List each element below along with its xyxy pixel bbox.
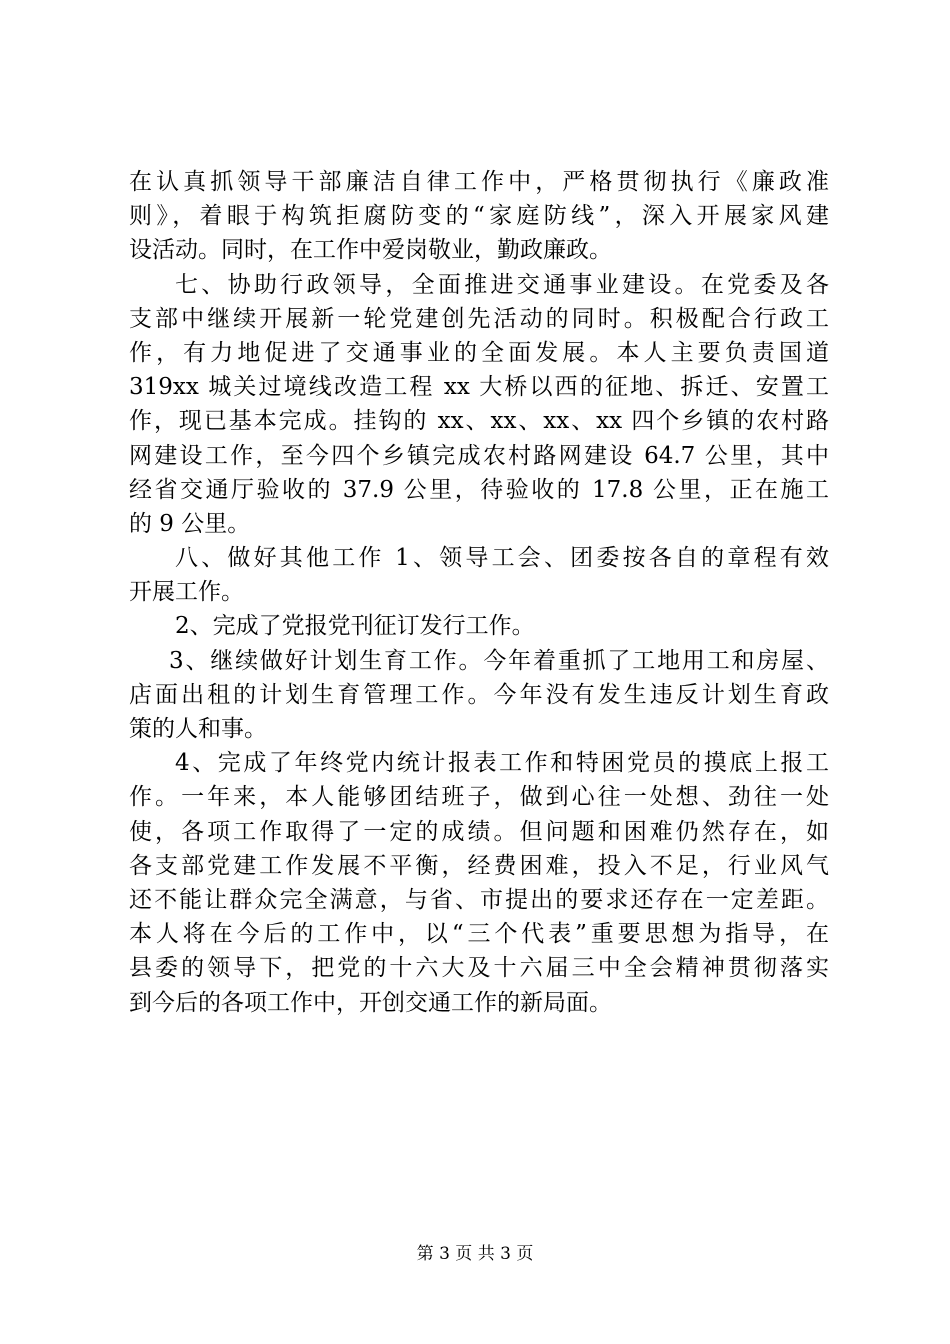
text-line: 还不能让群众完全满意，与省、市提出的要求还存在一定差距。 [129, 886, 829, 913]
paragraph-start-line: 2、完成了党报党刊征订发行工作。 [175, 613, 535, 640]
text-line: 支部中继续开展新一轮党建创先活动的同时。积极配合行政工 [129, 305, 829, 332]
page-number-footer: 第 3 页 共 3 页 [416, 1244, 534, 1264]
text-line: 则》，着眼于构筑拒腐防变的“家庭防线”，深入开展家风建 [129, 203, 829, 230]
paragraph-start-line: 八、做好其他工作 1、领导工会、团委按各自的章程有效 [175, 545, 829, 572]
paragraph-start-line: 七、协助行政领导，全面推进交通事业建设。在党委及各 [175, 271, 829, 298]
text-line: 作。一年来，本人能够团结班子，做到心往一处想、劲往一处 [129, 784, 829, 811]
text-line: 到今后的各项工作中，开创交通工作的新局面。 [129, 989, 612, 1016]
text-line: 作，现已基本完成。挂钩的 xx、xx、xx、xx 四个乡镇的农村路 [129, 408, 829, 435]
text-line: 319xx 城关过境线改造工程 xx 大桥以西的征地、拆迁、安置工 [129, 374, 829, 401]
document-body [129, 165, 829, 1020]
text-line: 县委的领导下，把党的十六大及十六届三中全会精神贯彻落实 [129, 955, 829, 982]
text-line: 开展工作。 [129, 579, 244, 606]
text-line: 店面出租的计划生育管理工作。今年没有发生违反计划生育政 [129, 681, 829, 708]
text-line: 策的人和事。 [129, 716, 267, 742]
text-line: 网建设工作，至今四个乡镇完成农村路网建设 64.7 公里，其中 [129, 442, 829, 469]
text-line: 在认真抓领导干部廉洁自律工作中，严格贯彻执行《廉政准 [129, 169, 829, 195]
text-line: 的 9 公里。 [129, 510, 251, 537]
paragraph-start-line: 4、完成了年终党内统计报表工作和特困党员的摸底上报工 [175, 750, 829, 777]
text-line: 作，有力地促进了交通事业的全面发展。本人主要负责国道 [129, 339, 829, 366]
text-line: 各支部党建工作发展不平衡，经费困难，投入不足，行业风气 [129, 852, 829, 879]
text-line: 本人将在今后的工作中，以“三个代表”重要思想为指导，在 [129, 921, 829, 948]
text-line: 经省交通厅验收的 37.9 公里，待验收的 17.8 公里，正在施工 [129, 476, 829, 503]
text-line: 使，各项工作取得了一定的成绩。但问题和困难仍然存在，如 [129, 818, 829, 845]
paragraph-start-line: 3、继续做好计划生育工作。今年着重抓了工地用工和房屋、 [169, 647, 829, 674]
text-line: 设活动。同时，在工作中爱岗敬业，勤政廉政。 [129, 237, 612, 264]
